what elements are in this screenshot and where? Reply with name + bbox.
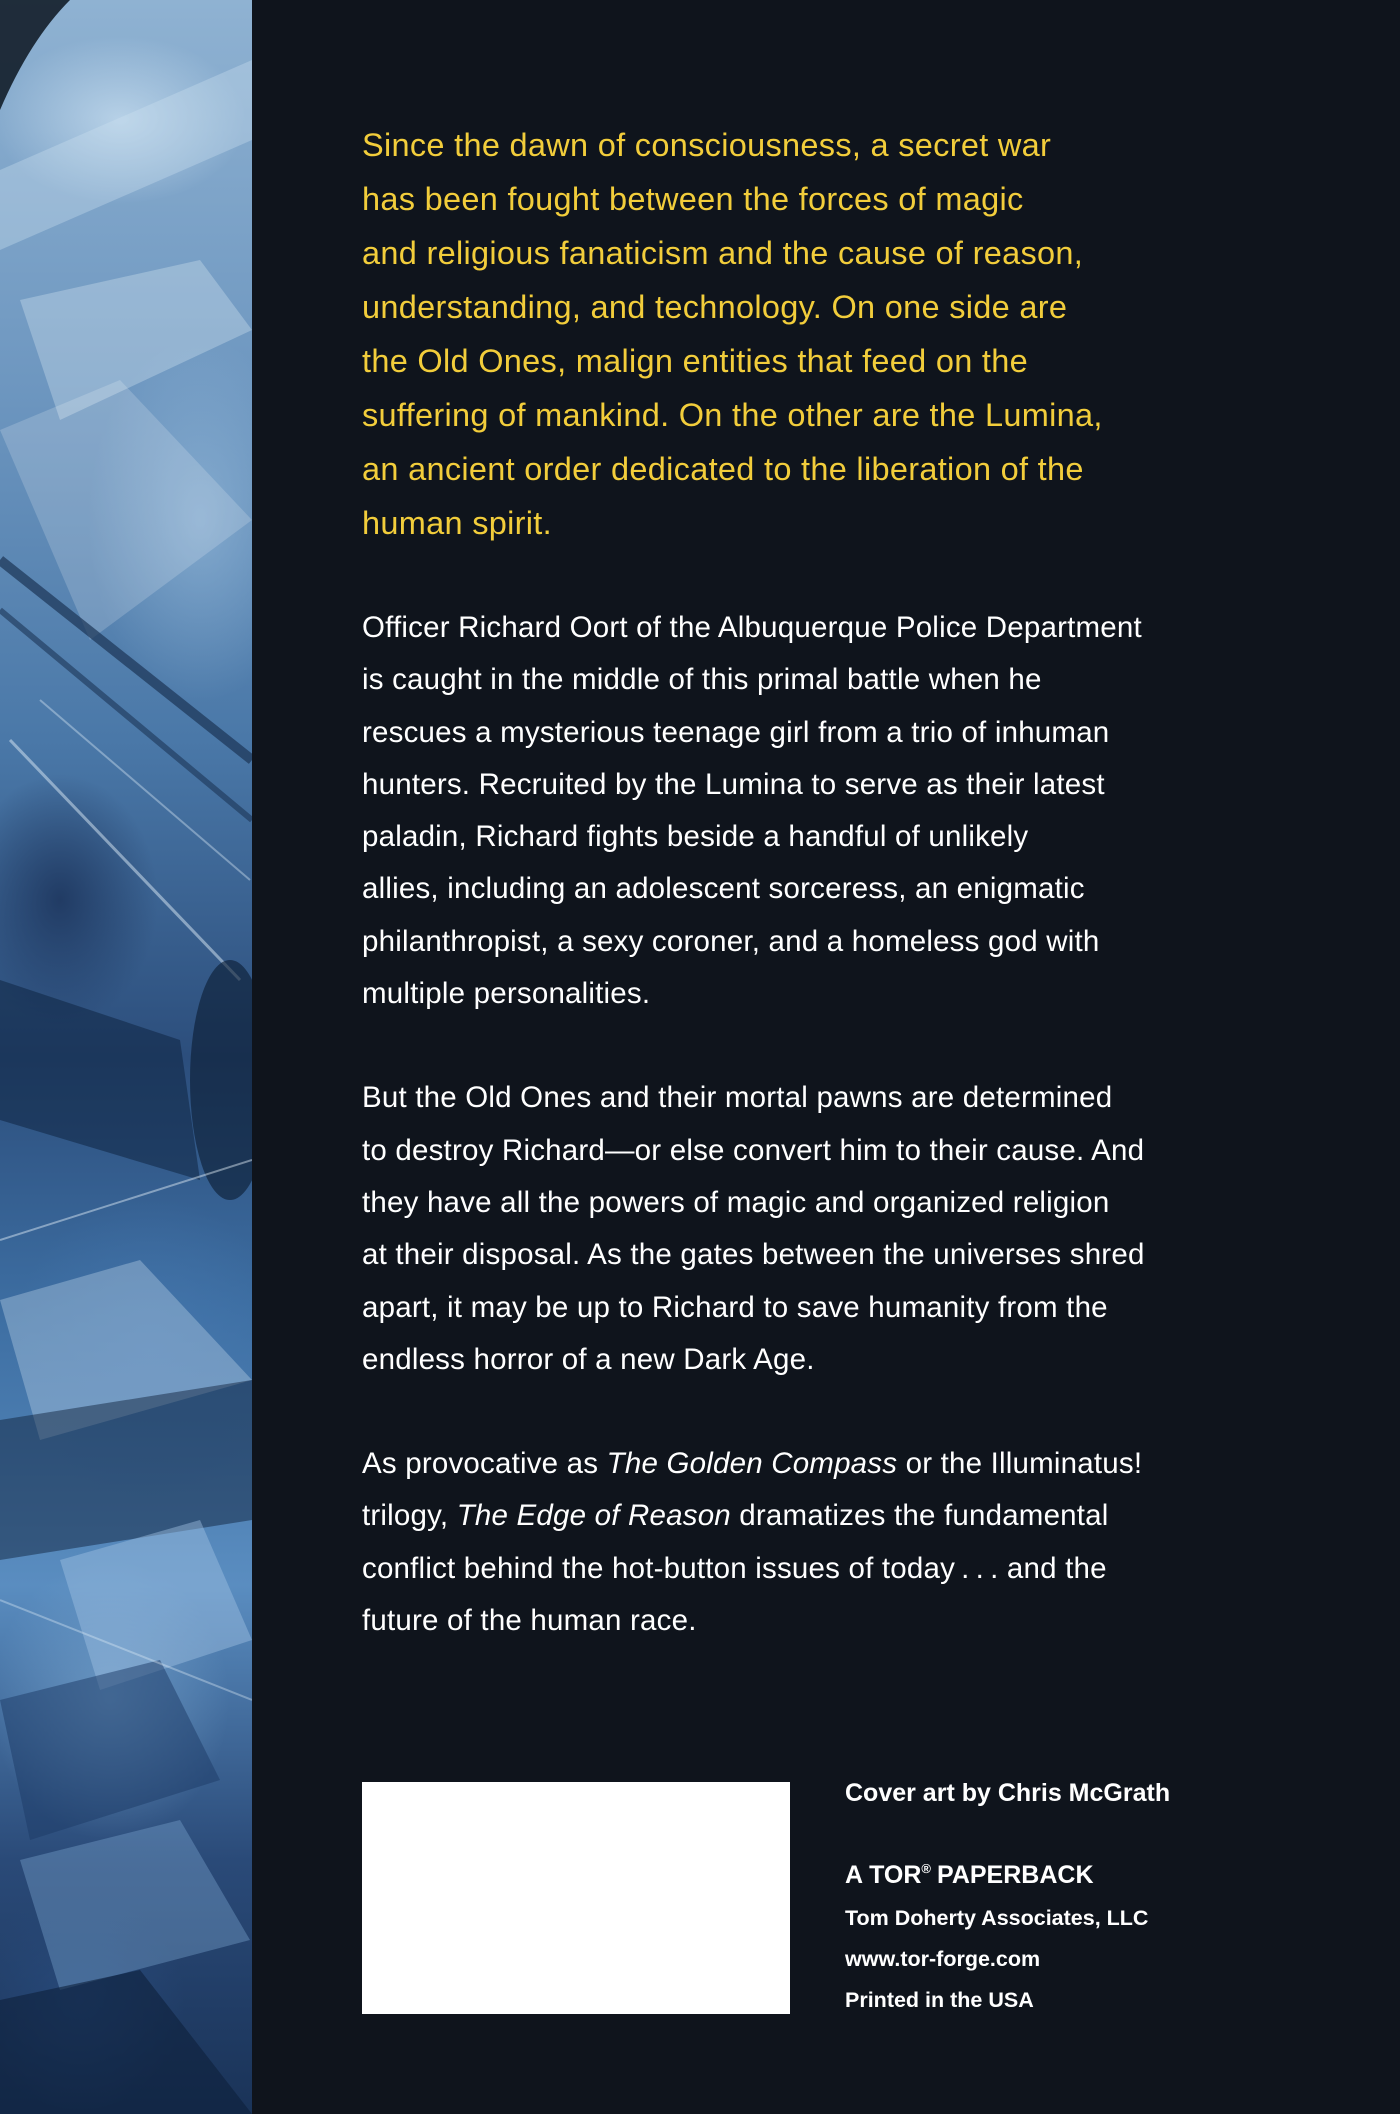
comparison-text-1: As provocative as (362, 1447, 607, 1481)
cover-art-strip (0, 0, 252, 2114)
publisher-company: Tom Doherty Associates, LLC (845, 1906, 1149, 1930)
comparison-text-2: or the Illuminatus! trilogy, (362, 1447, 1143, 1533)
registered-mark: ® (921, 1861, 931, 1876)
golden-compass-title: The Golden Compass (606, 1447, 898, 1481)
comparison-paragraph (362, 1438, 1262, 1647)
printed-in: Printed in the USA (845, 1988, 1034, 2012)
imprint-suffix: PAPERBACK (937, 1861, 1094, 1889)
cover-art-credit: Cover art by Chris McGrath (845, 1779, 1171, 1807)
back-cover-blurb (362, 118, 1262, 1699)
imprint-prefix: A TOR (845, 1861, 922, 1889)
conflict-paragraph: But the Old Ones and their mortal pawns are determined to destroy Richard—or else convert him to their cause. And they have all the powers of magic and organized religion at their disposal. As the gates between the universes shred apart, it may be up to Richard to save humanity from the endless horror of a new Dark Age. (362, 1081, 1145, 1376)
edge-of-reason-title: The Edge of Reason (456, 1499, 731, 1533)
synopsis-paragraph: Officer Richard Oort of the Albuquerque Police Department is caught in the middle of this primal battle when he rescues a mysterious teenage girl from a trio of inhuman hunters. Recruited by the Lumina to serve as their latest paladin, Richard fights beside a handful of unlikely allies, including an adolescent sorceress, an enigmatic philanthropist, a sexy coroner, and a homeless god with multiple personalities. (362, 611, 1142, 1011)
comparison-text-3: dramatizes the fundamental conflict behind the hot-button issues of today . . . and the future of the human race. (362, 1499, 1109, 1638)
publisher-website: www.tor-forge.com (845, 1947, 1041, 1971)
publisher-imprint (845, 1852, 1170, 1892)
credits-block (845, 1776, 1170, 2021)
lead-paragraph: Since the dawn of consciousness, a secret war has been fought between the forces of magic and religious fanaticism and the cause of reason, understanding, and technology. On one side are the Old Ones, malign entities that feed on the suffering of mankind. On the other are the Lumina, an ancient order dedicated to the liberation of the human spirit. (362, 127, 1103, 541)
cover-art-image (0, 0, 252, 2114)
barcode-area (362, 1782, 790, 2014)
